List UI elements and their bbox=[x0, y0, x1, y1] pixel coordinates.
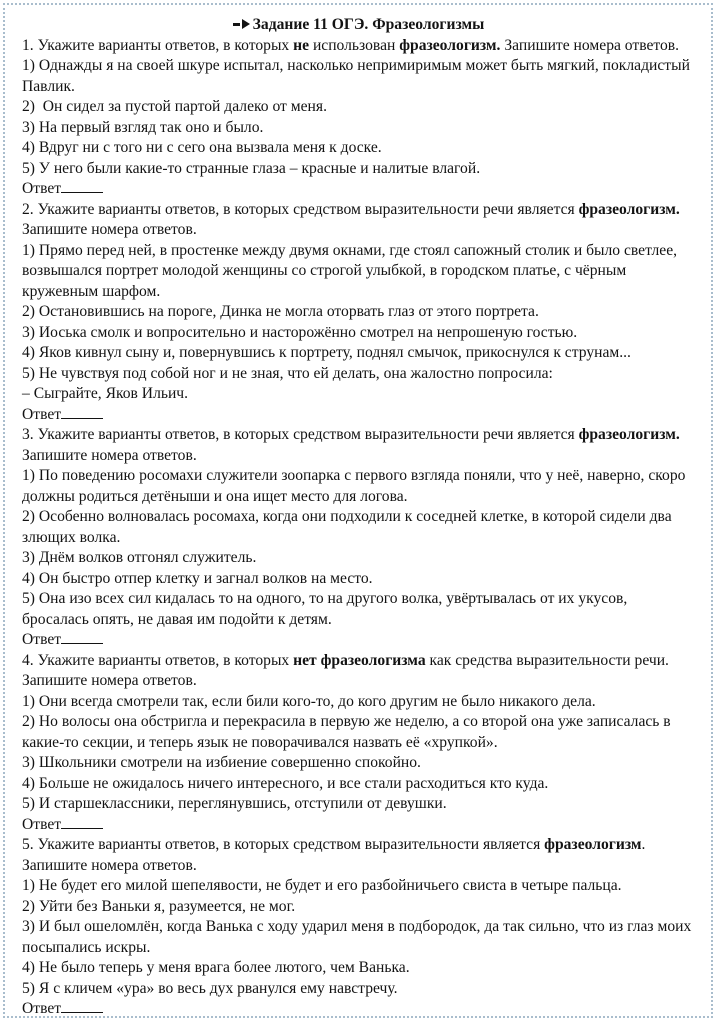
answer-row bbox=[22, 405, 695, 426]
option-line: 3) Иоська смолк и вопросительно и насторожённо смотрел на непрошеную гостью. bbox=[22, 323, 578, 341]
task-prompt-segment: 3. Укажите варианты ответов, в которых средством выразительности речи является bbox=[22, 426, 579, 443]
option-line: 5) У него были какие-то странные глаза – красные и налитые влагой. bbox=[22, 159, 481, 177]
task-5 bbox=[22, 835, 695, 1020]
task-prompt-segment: Запишите номера ответов. bbox=[500, 36, 680, 54]
task-prompt-bold-segment: фразеологизм. bbox=[578, 200, 680, 218]
task-2 bbox=[22, 200, 695, 426]
option-line: 3) И был ошеломлён, когда Ванька с ходу ударил меня в подбородок, да так сильно, что из глаз моих посыпались искры. bbox=[22, 918, 696, 956]
answer-blank bbox=[61, 414, 103, 419]
answer-label: Ответ bbox=[22, 180, 62, 197]
option-line: 3) На первый взгляд так оно и было. bbox=[22, 118, 264, 136]
task-prompt-segment: 1. Укажите варианты ответов, в которых bbox=[22, 36, 294, 54]
option-line: 4) Не было теперь у меня врага более лютого, чем Ванька. bbox=[22, 959, 410, 976]
task-prompt bbox=[22, 425, 695, 446]
task-prompt-bold-segment: фразеологизм. bbox=[578, 426, 680, 443]
option-line: 5) Она изо всех сил кидалась то на одного, то на другого волка, увёртывалась от их укусов, бросалась опять, не давая им подойти к детям. bbox=[22, 590, 632, 628]
task-prompt-bold-segment: фразеологизм bbox=[544, 836, 642, 853]
task-prompt-bold-segment: нет фразеологизма bbox=[293, 651, 426, 669]
option-line: 1) Они всегда смотрели так, если били кого-то, до кого другим не было никакого дела. bbox=[22, 692, 596, 710]
option-line: 5) Я с кличем «ура» во весь дух рванулся ему навстречу. bbox=[22, 979, 398, 997]
option-line: 4) Вдруг ни с того ни с сего она вызвала меня к доске. bbox=[22, 139, 382, 156]
option-line: 1) Прямо перед ней, в простенке между двумя окнами, где стоял сапожный столик и было светлее, возвышался портрет молодой женщины со строгой улыбкой, в городском платье, с чёрным кружевным шарфом. bbox=[22, 241, 681, 300]
option-line: 2) Остановившись на пороге, Динка не могла оторвать глаз от этого портрета. bbox=[22, 303, 539, 320]
task-prompt bbox=[22, 36, 695, 57]
answer-row bbox=[22, 999, 695, 1020]
option-line: 5) Не чувствуя под собой ног и не зная, что ей делать, она жалостно попросила: bbox=[22, 364, 553, 382]
task-prompt bbox=[22, 651, 695, 672]
page-title-text: Задание 11 ОГЭ. Фразеологизмы bbox=[252, 16, 485, 33]
task-prompt bbox=[22, 200, 695, 221]
option-line: 1) Однажды я на своей шкуре испытал, насколько непримиримым может быть мягкий, покладистый Павлик. bbox=[22, 57, 694, 95]
answer-label: Ответ bbox=[22, 1000, 62, 1017]
task-3 bbox=[22, 425, 695, 651]
option-line: 4) Он быстро отпер клетку и загнал волков на место. bbox=[22, 569, 373, 587]
task-instruction: Запишите номера ответов. bbox=[22, 446, 197, 464]
task-prompt-segment: 4. Укажите варианты ответов, в которых bbox=[22, 651, 294, 669]
task-prompt bbox=[22, 835, 695, 856]
task-prompt-segment: как средства выразительности речи. bbox=[425, 651, 669, 669]
option-line: 2) Он сидел за пустой партой далеко от меня. bbox=[22, 98, 327, 115]
task-4 bbox=[22, 651, 695, 836]
option-line: 4) Больше не ожидалось ничего интересного, и все стали расходиться кто куда. bbox=[22, 774, 549, 792]
answer-blank bbox=[61, 639, 103, 644]
answer-row bbox=[22, 179, 695, 200]
answer-row bbox=[22, 630, 695, 651]
option-line: 3) Школьники смотрели на избиение совершенно спокойно. bbox=[22, 754, 421, 771]
answer-label: Ответ bbox=[22, 631, 62, 648]
option-line: 1) Не будет его милой шепелявости, не будет и его разбойничьего свиста в четыре пальца. bbox=[22, 877, 622, 894]
option-line: 2) Особенно волновалась росомаха, когда они подходили к соседней клетке, в которой сидели два злющих волка. bbox=[22, 508, 676, 546]
answer-blank bbox=[61, 824, 103, 829]
task-prompt-segment: 5. Укажите варианты ответов, в которых средством выразительности является bbox=[22, 836, 545, 853]
task-prompt-segment: 2. Укажите варианты ответов, в которых средством выразительности речи является bbox=[22, 200, 579, 218]
page-title bbox=[22, 15, 695, 36]
task-instruction: Запишите номера ответов. bbox=[22, 856, 197, 874]
option-line: 1) По поведению росомахи служители зоопарка с первого взгляда поняли, что у неё, наверно, скоро должны родиться детёныши и она ищет место для логова. bbox=[22, 467, 690, 505]
tasks-container bbox=[22, 36, 695, 1020]
task-prompt-segment: использован bbox=[309, 36, 400, 54]
task-prompt-bold-segment: фразеологизм. bbox=[399, 36, 501, 54]
option-line: 2) Уйти без Ваньки я, разумеется, не мог. bbox=[22, 897, 296, 915]
task-1 bbox=[22, 36, 695, 200]
task-prompt-segment: . bbox=[641, 836, 646, 853]
answer-label: Ответ bbox=[22, 815, 62, 833]
task-prompt-bold-segment: не bbox=[293, 36, 310, 54]
option-line: 2) Но волосы она обстригла и перекрасила в первую же неделю, а со второй она уже записалась в какие-то секции, и теперь язык не поворачивался назвать её «хрупкой». bbox=[22, 713, 675, 751]
worksheet-page bbox=[3, 3, 713, 1018]
answer-blank bbox=[61, 1008, 103, 1013]
task-instruction: Запишите номера ответов. bbox=[22, 221, 197, 238]
answer-row bbox=[22, 815, 695, 836]
task-instruction: Запишите номера ответов. bbox=[22, 672, 197, 689]
option-line: 4) Яков кивнул сыну и, повернувшись к портрету, поднял смычок, прикоснулся к струнам... bbox=[22, 344, 631, 361]
dialogue-line: – Сыграйте, Яков Ильич. bbox=[22, 385, 189, 402]
option-line: 3) Днём волков отгонял служитель. bbox=[22, 549, 257, 566]
answer-blank bbox=[61, 188, 103, 193]
answer-label: Ответ bbox=[22, 405, 62, 423]
arrow-icon bbox=[233, 15, 250, 36]
option-line: 5) И старшеклассники, переглянувшись, отступили от девушки. bbox=[22, 795, 447, 812]
